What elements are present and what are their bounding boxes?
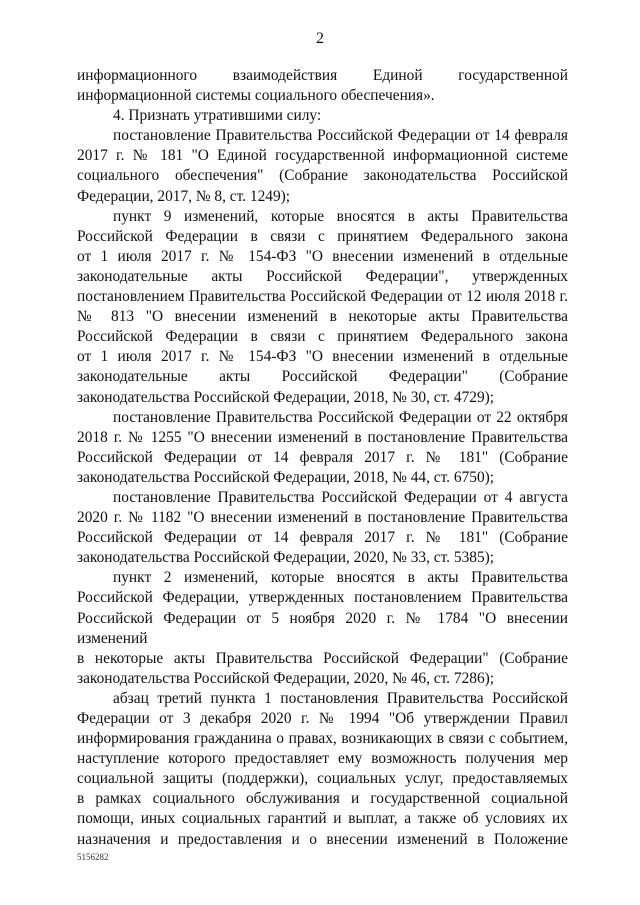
text-line: Российской Федерации, утвержденных постановлением Правительства: [77, 589, 568, 607]
text-line: Российской Федерации в связи с принятием Федерального закона: [77, 328, 568, 346]
text-line: законодательства Российской Федерации, 2020, № 33, ст. 5385);: [77, 549, 495, 567]
text-line: постановление Правительства Российской Федерации от 14 февраля: [113, 127, 568, 145]
text-line: в рамках социального обслуживания и государственной социальной: [77, 790, 568, 808]
text-line: помощи, иных социальных гарантий и выплат, а также об условиях их: [77, 810, 568, 828]
text-line: наступление которого предоставляет ему возможность получения мер: [77, 750, 568, 768]
text-line: социального обеспечения" (Собрание законодательства Российской: [77, 167, 568, 185]
text-line: Федерации, 2017, № 8, ст. 1249);: [77, 187, 291, 205]
text-line: абзац третий пункта 1 постановления Правительства Российской: [113, 689, 568, 707]
text-line: Российской Федерации от 5 ноября 2020 г. № 1784 "О внесении изменений: [77, 609, 568, 647]
text-line: пункт 9 изменений, которые вносятся в акты Правительства: [113, 207, 568, 225]
text-line: информирования гражданина о правах, возникающих в связи с событием,: [77, 730, 568, 748]
page-number: 2: [316, 30, 324, 47]
text-line: постановлением Правительства Российской Федерации от 12 июля 2018 г.: [77, 288, 568, 306]
text-line: 2018 г. № 1255 "О внесении изменений в постановление Правительства: [77, 428, 568, 446]
text-line: № 813 "О внесении изменений в некоторые акты Правительства: [77, 308, 568, 326]
text-line: в некоторые акты Правительства Российской Федерации" (Собрание: [77, 649, 568, 667]
text-line: постановление Правительства Российской Федерации от 4 августа: [113, 488, 568, 506]
text-line: законодательные акты Российской Федерации", утвержденных: [77, 267, 568, 285]
text-line: социальной защиты (поддержки), социальных услуг, предоставляемых: [77, 770, 568, 788]
text-line: информационного взаимодействия Единой государственной: [77, 67, 568, 84]
text-line: пункт 2 изменений, которые вносятся в акты Правительства: [113, 569, 568, 587]
text-line: от 1 июля 2017 г. № 154-ФЗ "О внесении изменений в отдельные: [77, 348, 568, 366]
text-line: назначения и предоставления и о внесении изменений в Положение: [77, 830, 568, 848]
text-line: постановление Правительства Российской Федерации от 22 октября: [113, 408, 568, 426]
text-line: 2020 г. № 1182 "О внесении изменений в постановление Правительства: [77, 509, 568, 527]
text-line: законодательства Российской Федерации, 2018, № 44, ст. 6750);: [77, 468, 495, 486]
text-line: 2017 г. № 181 "О Единой государственной информационной системе: [77, 147, 568, 165]
document-body: [77, 66, 568, 850]
text-line: 4. Признать утратившими силу:: [113, 107, 322, 125]
text-line: информационной системы социального обеспечения».: [77, 87, 435, 105]
text-line: законодательства Российской Федерации, 2018, № 30, ст. 4729);: [77, 388, 495, 406]
text-line: Российской Федерации в связи с принятием Федерального закона: [77, 227, 568, 245]
text-line: от 1 июля 2017 г. № 154-ФЗ "О внесении изменений в отдельные: [77, 247, 568, 265]
text-line: Российской Федерации от 14 февраля 2017 г. № 181" (Собрание: [77, 529, 568, 547]
text-line: Российской Федерации от 14 февраля 2017 г. № 181" (Собрание: [77, 448, 568, 466]
document-id: 5156282: [77, 852, 109, 862]
text-line: законодательные акты Российской Федерации" (Собрание: [77, 368, 568, 386]
text-line: Федерации от 3 декабря 2020 г. № 1994 "Об утверждении Правил: [77, 710, 568, 727]
text-line: законодательства Российской Федерации, 2020, № 46, ст. 7286);: [77, 669, 495, 687]
